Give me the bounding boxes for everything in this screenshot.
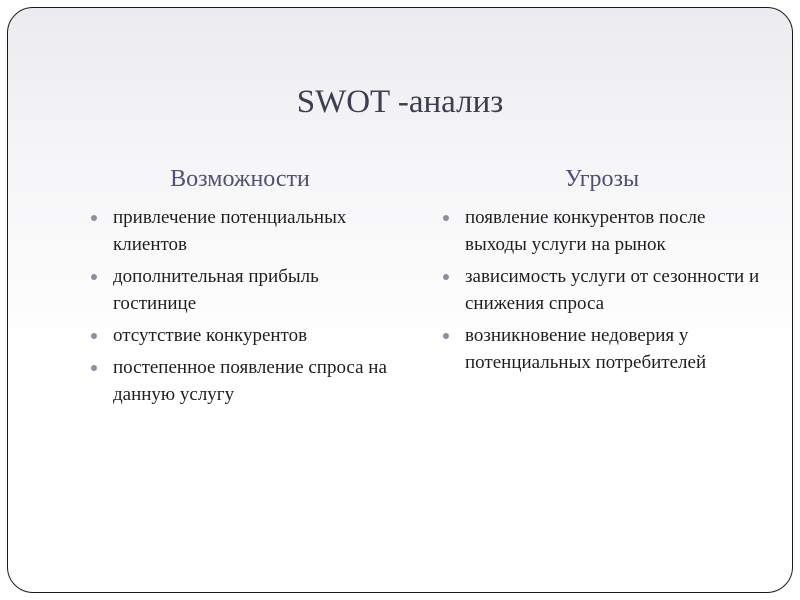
slide bbox=[7, 7, 793, 593]
opportunities-heading: Возможности bbox=[170, 166, 310, 192]
list-item-text: привлечение потенциальных клиентов bbox=[113, 207, 347, 255]
list-item bbox=[88, 322, 400, 349]
slide-title: SWOT -анализ bbox=[296, 84, 504, 120]
list-item-text: постепенное появление спроса на данную услугу bbox=[113, 357, 387, 405]
bullet-icon bbox=[443, 333, 449, 339]
bullet-icon bbox=[443, 215, 449, 221]
bullet-icon bbox=[91, 274, 97, 280]
list-item bbox=[88, 204, 400, 258]
list-item-text: зависимость услуги от сезонности и снижения спроса bbox=[465, 266, 760, 314]
list-item bbox=[88, 354, 400, 408]
list-item bbox=[440, 204, 764, 258]
opportunities-list bbox=[88, 204, 400, 408]
list-item-text: появление конкурентов после выходы услуги на рынок bbox=[465, 207, 706, 255]
list-item-text: возникновение недоверия у потенциальных потребителей bbox=[465, 325, 707, 373]
list-item-text: отсутствие конкурентов bbox=[113, 325, 308, 346]
threats-list bbox=[440, 204, 764, 376]
bullet-icon bbox=[91, 365, 97, 371]
list-item bbox=[88, 263, 400, 317]
bullet-icon bbox=[91, 333, 97, 339]
list-item-text: дополнительная прибыль гостинице bbox=[113, 266, 319, 314]
threats-heading: Угрозы bbox=[564, 166, 640, 192]
list-item bbox=[440, 322, 764, 376]
list-item bbox=[440, 263, 764, 317]
bullet-icon bbox=[91, 215, 97, 221]
opportunities-column bbox=[88, 164, 400, 413]
threats-column bbox=[440, 164, 764, 381]
bullet-icon bbox=[443, 274, 449, 280]
